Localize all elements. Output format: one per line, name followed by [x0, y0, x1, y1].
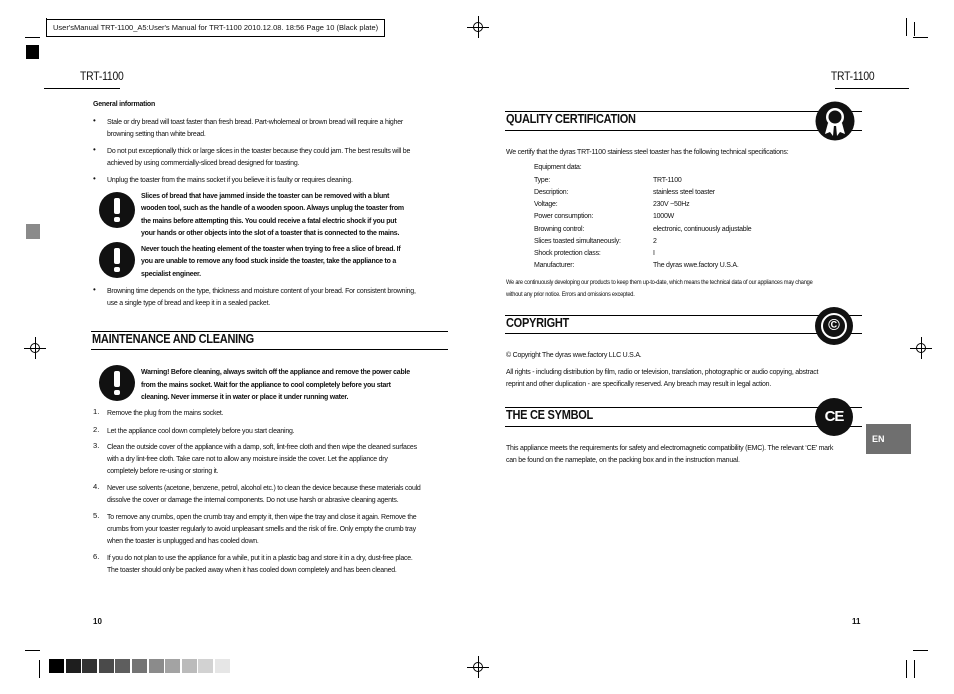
color-swatch: [115, 659, 130, 673]
spec-value: The dyras wwe.factory U.S.A.: [653, 260, 739, 269]
quality-title: QUALITY CERTIFICATION: [506, 112, 636, 126]
crop-mark: [46, 18, 47, 36]
quality-intro: We certify that the dyras TRT-1100 stainless steel toaster has the following technical specifications:: [506, 147, 789, 156]
color-swatch: [149, 659, 164, 673]
list-item: Stale or dry bread will toast faster than fresh bread. Part-wholemeal or brown bread will require a higher browning setting than white bread.: [107, 117, 403, 138]
color-swatch: [198, 659, 213, 673]
section-rule: [91, 349, 448, 350]
language-tab: EN: [866, 424, 911, 454]
step-text: Remove the plug from the mains socket.: [107, 408, 224, 417]
spec-label: Voltage:: [534, 199, 558, 208]
equipment-label: Equipment data:: [534, 162, 582, 171]
color-swatch: [49, 659, 64, 673]
page-number-right: 11: [852, 617, 861, 626]
copyright-icon: ©: [815, 307, 853, 345]
spec-value: 230V ~50Hz: [653, 199, 690, 208]
bullet-glyph: •: [93, 174, 96, 183]
crop-mark: [25, 37, 40, 38]
step-text: If you do not plan to use the appliance for a while, put it in a plastic bag and store it in a dry, dust-free place. The toaster should only be packed away when it has cooled down completely and has been cleaned.: [107, 553, 413, 574]
quality-award-rosette-icon: [815, 101, 855, 141]
step-text: Never use solvents (acetone, benzene, petrol, alcohol etc.) to clean the device because these materials could dissolve the cover or damage the internal components. Do not use harsh or abrasive cleaning agents.: [107, 483, 421, 504]
step-text: Clean the outside cover of the appliance with a damp, soft, lint-free cloth and then wipe the cleaned surfaces with a dry lint-free cloth. Take care not to allow any moisture inside the cover. Let the appliance dry completely before re-using or storing it.: [107, 442, 417, 475]
right-page-header: TRT-1100: [830, 71, 874, 83]
crop-mark: [25, 650, 40, 651]
general-info-title: General information: [93, 99, 156, 108]
crop-mark: [906, 18, 907, 36]
list-item: Browning time depends on the type, thickness and moisture content of your bread. For consistent browning, use a single type of bread and keep it in a sealed packet.: [107, 286, 416, 307]
spec-label: Manufacturer:: [534, 260, 575, 269]
step-text: Let the appliance cool down completely before you start cleaning.: [107, 426, 295, 435]
ce-mark-icon: CE: [815, 398, 853, 436]
spec-value: electronic, continuously adjustable: [653, 224, 752, 233]
spec-label: Power consumption:: [534, 211, 594, 220]
crop-mark: [913, 650, 928, 651]
spec-label: Type:: [534, 175, 550, 184]
print-slug: User'sManual TRT-1100_A5:User's Manual for TRT-1100 2010.12.08. 18:56 Page 10 (Black plate): [46, 19, 385, 37]
left-page-header: TRT-1100: [80, 71, 124, 83]
page-number-left: 10: [93, 617, 102, 626]
spec-label: Browning control:: [534, 224, 585, 233]
step-text: To remove any crumbs, open the crumb tray and empty it, then wipe the tray and close it again. Remove the crumbs from your toaster regularly to avoid unpleasant smells and the risk of fire. Only empty the crumb tray when the toaster is unplugged and has cooled down.: [107, 512, 417, 545]
warning-text: Never touch the heating element of the toaster when trying to free a slice of bread. If you are unable to remove any food stuck inside the toaster, take the appliance to a specialist engineer.: [141, 244, 401, 278]
list-item: Unplug the toaster from the mains socket if you believe it is faulty or requires cleaning.: [107, 175, 353, 184]
color-swatch: [82, 659, 97, 673]
bullet-glyph: •: [93, 285, 96, 294]
disclaimer: We are continuously developing our products to keep them up-to-date, which means the technical data of our appliances may change without any prior notice. Errors and omissions excepted.: [506, 279, 813, 298]
crop-mark: [906, 660, 907, 678]
header-rule: [44, 88, 120, 89]
color-swatch: [215, 659, 230, 673]
section-rule: [505, 333, 862, 334]
copyright-title: COPYRIGHT: [506, 316, 570, 330]
section-rule: [505, 426, 862, 427]
list-item: Do not put exceptionally thick or large slices in the toaster because they could jam. The best results will be achieved by using commercially-sliced bread designed for toasting.: [107, 146, 411, 167]
step-number: 5.: [93, 511, 100, 520]
ce-title: THE CE SYMBOL: [506, 408, 594, 422]
step-number: 1.: [93, 407, 100, 416]
spec-label: Shock protection class:: [534, 248, 601, 257]
warning-text: Slices of bread that have jammed inside the toaster can be removed with a blunt wooden tool, such as the handle of a wooden spoon. Always unplug the toaster from the mains before attempting this. You could receive a fatal electric shock if you put your hands or other objects into the slot of a toaster that is connected to the mains.: [141, 191, 404, 237]
step-number: 6.: [93, 552, 100, 561]
rights-text: All rights - including distribution by film, radio or television, translation, photographic or audio copying, abstract reprint and other duplication - are specifically reserved. Any breach may result in legal action.: [506, 367, 819, 388]
spec-value: 1000W: [653, 211, 674, 220]
grey-tab-marker: [26, 224, 40, 239]
step-number: 4.: [93, 482, 100, 491]
exclamation-warning-icon: [99, 192, 135, 228]
registration-mark-icon: [914, 341, 928, 355]
spec-value: TRT-1100: [653, 175, 682, 184]
crop-mark: [914, 660, 915, 678]
step-number: 3.: [93, 441, 100, 450]
crop-mark: [914, 22, 915, 36]
black-tab-marker: [26, 45, 39, 59]
spec-value: I: [653, 248, 655, 257]
header-rule: [835, 88, 909, 89]
registration-mark-icon: [28, 341, 42, 355]
spec-label: Slices toasted simultaneously:: [534, 236, 621, 245]
color-swatch: [99, 659, 114, 673]
ce-text: This appliance meets the requirements for safety and electromagnetic compatibility (EMC). The relevant ‘CE’ mark can be found on the nameplate, on the packing box and in the instruction manual.: [506, 443, 834, 464]
warning-text: Warning! Before cleaning, always switch off the appliance and remove the power cable from the mains socket. Wait for the appliance to cool completely before you start cleaning. Never immerse it in water or place it under running water.: [141, 367, 410, 401]
registration-mark-icon: [471, 20, 485, 34]
crop-mark: [913, 37, 928, 38]
section-rule: [505, 130, 862, 131]
step-number: 2.: [93, 425, 100, 434]
bullet-glyph: •: [93, 145, 96, 154]
registration-mark-icon: [471, 660, 485, 674]
color-swatch: [132, 659, 147, 673]
crop-mark: [39, 660, 40, 678]
exclamation-warning-icon: [99, 365, 135, 401]
color-swatch: [165, 659, 180, 673]
color-swatch: [182, 659, 197, 673]
spec-value: 2: [653, 236, 657, 245]
color-swatch: [66, 659, 81, 673]
maintenance-title: MAINTENANCE AND CLEANING: [92, 332, 254, 346]
bullet-glyph: •: [93, 116, 96, 125]
spec-value: stainless steel toaster: [653, 187, 715, 196]
exclamation-warning-icon: [99, 242, 135, 278]
spec-label: Description:: [534, 187, 569, 196]
copyright-line: © Copyright The dyras wwe.factory LLC U.S.A.: [506, 350, 642, 359]
